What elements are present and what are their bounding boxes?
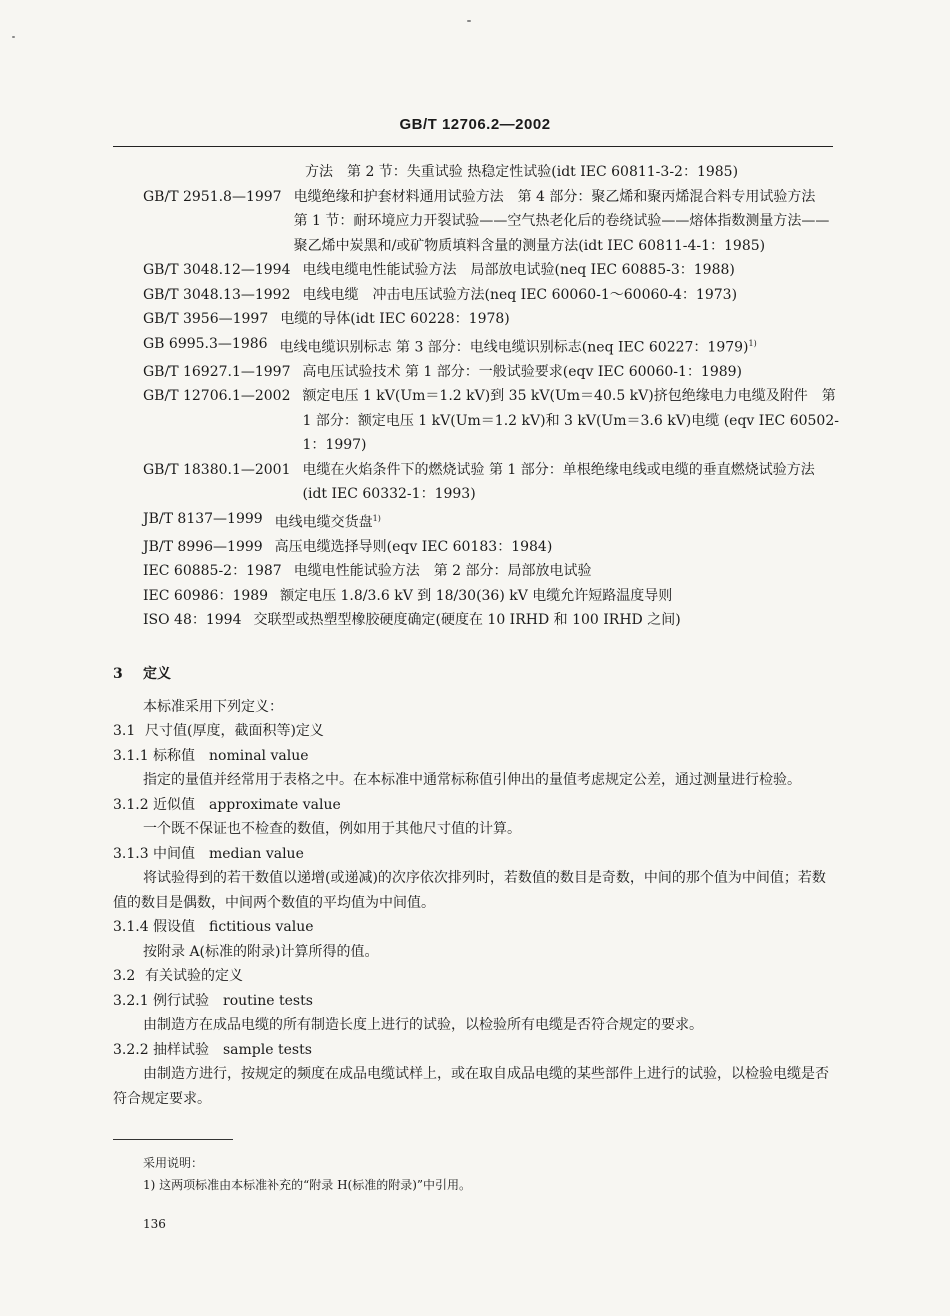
reference-code: JB/T 8137—1999 bbox=[143, 510, 263, 527]
term-definition: 将试验得到的若干数值以递增(或递减)的次序依次排列时，若数值的数目是奇数，中间的那个值为中间值；若数值的数目是偶数，中间两个数值的平均值为中间值。 bbox=[113, 870, 826, 911]
term-en: median value bbox=[209, 845, 304, 862]
term-number: 3.1.4 bbox=[113, 919, 149, 935]
term-number: 3.1.1 bbox=[113, 747, 149, 764]
reference-item bbox=[143, 535, 843, 560]
term-number: 3.2.2 bbox=[113, 1041, 149, 1058]
reference-title: 电缆绝缘和护套材料通用试验方法 第 4 部分：聚乙烯和聚丙烯混合料专用试验方法 第 1 节：耐环境应力开裂试验——空气热老化后的卷绕试验——熔体指数测量方法——聚乙烯中炭黑和/或矿物质填料含量的测量方法(idt IEC 60811-4-1：1985) bbox=[293, 188, 830, 254]
scan-speck bbox=[12, 36, 15, 38]
reference-item bbox=[143, 507, 843, 535]
footnote-marker: 1) bbox=[372, 513, 381, 523]
reference-code: GB/T 3048.13—1992 bbox=[143, 286, 291, 303]
term-definition: 由制造方在成品电缆的所有制造长度上进行的试验，以检验所有电缆是否符合规定的要求。 bbox=[143, 1017, 703, 1033]
scan-speck bbox=[467, 20, 471, 22]
reference-item bbox=[143, 608, 843, 633]
reference-item bbox=[143, 307, 843, 332]
reference-item bbox=[143, 584, 843, 609]
reference-code: ISO 48：1994 bbox=[143, 612, 242, 629]
reference-title-text: 电线电缆识别标志 第 3 部分：电线电缆识别标志(neq IEC 60227：1979) bbox=[279, 339, 749, 356]
term-heading bbox=[113, 1038, 833, 1063]
section-number: 3 bbox=[113, 666, 123, 682]
reference-code: GB/T 3048.12—1994 bbox=[143, 262, 291, 278]
subsection-heading bbox=[113, 964, 833, 989]
term-heading bbox=[113, 793, 833, 818]
term-number: 3.1.3 bbox=[113, 845, 149, 862]
section-heading bbox=[113, 662, 833, 687]
term-definition: 指定的量值并经常用于表格之中。在本标准中通常标称值引伸出的量值考虑规定公差，通过测量进行检验。 bbox=[143, 772, 801, 788]
term-cn: 假设值 bbox=[153, 919, 195, 935]
footnote-text: 1) 这两项标准由本标准补充的“附录 H(标准的附录)”中引用。 bbox=[143, 1178, 472, 1192]
subsection-number: 3.2 bbox=[113, 968, 136, 984]
term-en: approximate value bbox=[209, 796, 341, 813]
reference-title bbox=[280, 332, 843, 360]
reference-item bbox=[143, 360, 843, 385]
reference-item bbox=[143, 283, 843, 308]
reference-code: GB/T 2951.8—1997 bbox=[143, 188, 282, 205]
subsection-heading bbox=[113, 719, 833, 744]
term-number: 3.1.2 bbox=[113, 796, 149, 813]
section-title: 定义 bbox=[143, 666, 171, 682]
reference-title: 交联型或热塑型橡胶硬度确定(硬度在 10 IRHD 和 100 IRHD 之间) bbox=[253, 612, 681, 629]
header-rule bbox=[113, 146, 833, 147]
reference-title: 电缆的导体(idt IEC 60228：1978) bbox=[280, 311, 510, 327]
reference-item bbox=[143, 258, 843, 283]
reference-title: 额定电压 1.8/3.6 kV 到 18/30(36) kV 电缆允许短路温度导则 bbox=[280, 587, 673, 604]
reference-code: GB/T 16927.1—1997 bbox=[143, 363, 291, 380]
term-cn: 中间值 bbox=[153, 845, 195, 862]
footnote-marker: 1) bbox=[748, 338, 757, 348]
reference-item bbox=[143, 559, 843, 584]
footnote-heading: 采用说明： bbox=[143, 1156, 204, 1170]
reference-title bbox=[275, 507, 843, 535]
term-cn: 近似值 bbox=[153, 796, 195, 813]
reference-title: 高压电缆选择导则(eqv IEC 60183：1984) bbox=[274, 538, 553, 555]
reference-code: IEC 60986：1989 bbox=[143, 587, 269, 604]
normative-references-list bbox=[143, 160, 843, 633]
page-number: 136 bbox=[143, 1217, 166, 1231]
reference-title: 电线电缆电性能试验方法 局部放电试验(neq IEC 60885-3：1988) bbox=[302, 262, 735, 278]
definitions-section bbox=[113, 662, 833, 1111]
reference-title: 方法 第 2 节：失重试验 热稳定性试验(idt IEC 60811-3-2：1985) bbox=[305, 164, 739, 180]
reference-title: 电缆电性能试验方法 第 2 部分：局部放电试验 bbox=[293, 563, 592, 580]
term-cn: 例行试验 bbox=[153, 992, 209, 1009]
section-intro: 本标准采用下列定义： bbox=[143, 698, 283, 715]
reference-code: GB/T 18380.1—2001 bbox=[143, 461, 291, 478]
term-en: nominal value bbox=[209, 747, 309, 764]
term-definition: 由制造方进行，按规定的频度在成品电缆试样上，或在取自成品电缆的某些部件上进行的试验，以检验电缆是否符合规定要求。 bbox=[113, 1066, 829, 1107]
reference-code: GB 6995.3—1986 bbox=[143, 335, 268, 352]
term-en: sample tests bbox=[223, 1041, 312, 1058]
subsection-title: 尺寸值(厚度，截面积等)定义 bbox=[145, 723, 324, 739]
term-en: fictitious value bbox=[209, 919, 314, 935]
footnote-rule bbox=[113, 1139, 233, 1140]
term-en: routine tests bbox=[223, 992, 313, 1009]
term-heading bbox=[113, 842, 833, 867]
reference-title: 额定电压 1 kV(Um＝1.2 kV)到 35 kV(Um＝40.5 kV)挤包绝缘电力电缆及附件 第 1 部分：额定电压 1 kV(Um＝1.2 kV)和 3 kV(Um＝3.6 kV)电缆 (eqv IEC 60502-1：1997) bbox=[302, 388, 839, 454]
reference-item bbox=[143, 458, 843, 507]
reference-title: 高电压试验技术 第 1 部分：一般试验要求(eqv IEC 60060-1：1989) bbox=[302, 363, 743, 380]
reference-item bbox=[143, 332, 843, 360]
subsection-title: 有关试验的定义 bbox=[145, 968, 243, 984]
reference-item bbox=[143, 160, 843, 185]
term-heading bbox=[113, 744, 833, 769]
term-heading bbox=[113, 915, 833, 940]
reference-title: 电线电缆 冲击电压试验方法(neq IEC 60060-1～60060-4：1973) bbox=[302, 286, 738, 303]
reference-code: GB/T 3956—1997 bbox=[143, 311, 269, 327]
reference-title: 电缆在火焰条件下的燃烧试验 第 1 部分：单根绝缘电线或电缆的垂直燃烧试验方法 (idt IEC 60332-1：1993) bbox=[302, 461, 815, 503]
reference-code: JB/T 8996—1999 bbox=[143, 538, 263, 555]
reference-item bbox=[143, 384, 843, 458]
term-cn: 标称值 bbox=[153, 747, 195, 764]
standard-header: GB/T 12706.2—2002 bbox=[399, 116, 551, 133]
term-definition: 按附录 A(标准的附录)计算所得的值。 bbox=[143, 943, 379, 960]
term-definition: 一个既不保证也不检查的数值，例如用于其他尺寸值的计算。 bbox=[143, 821, 521, 837]
reference-title-text: 电线电缆交货盘 bbox=[274, 514, 373, 531]
term-number: 3.2.1 bbox=[113, 992, 149, 1009]
subsection-number: 3.1 bbox=[113, 723, 136, 739]
reference-code: IEC 60885-2：1987 bbox=[143, 563, 282, 580]
reference-code: GB/T 12706.1—2002 bbox=[143, 388, 291, 405]
term-heading bbox=[113, 989, 833, 1014]
term-cn: 抽样试验 bbox=[153, 1041, 209, 1058]
reference-item bbox=[143, 185, 843, 259]
